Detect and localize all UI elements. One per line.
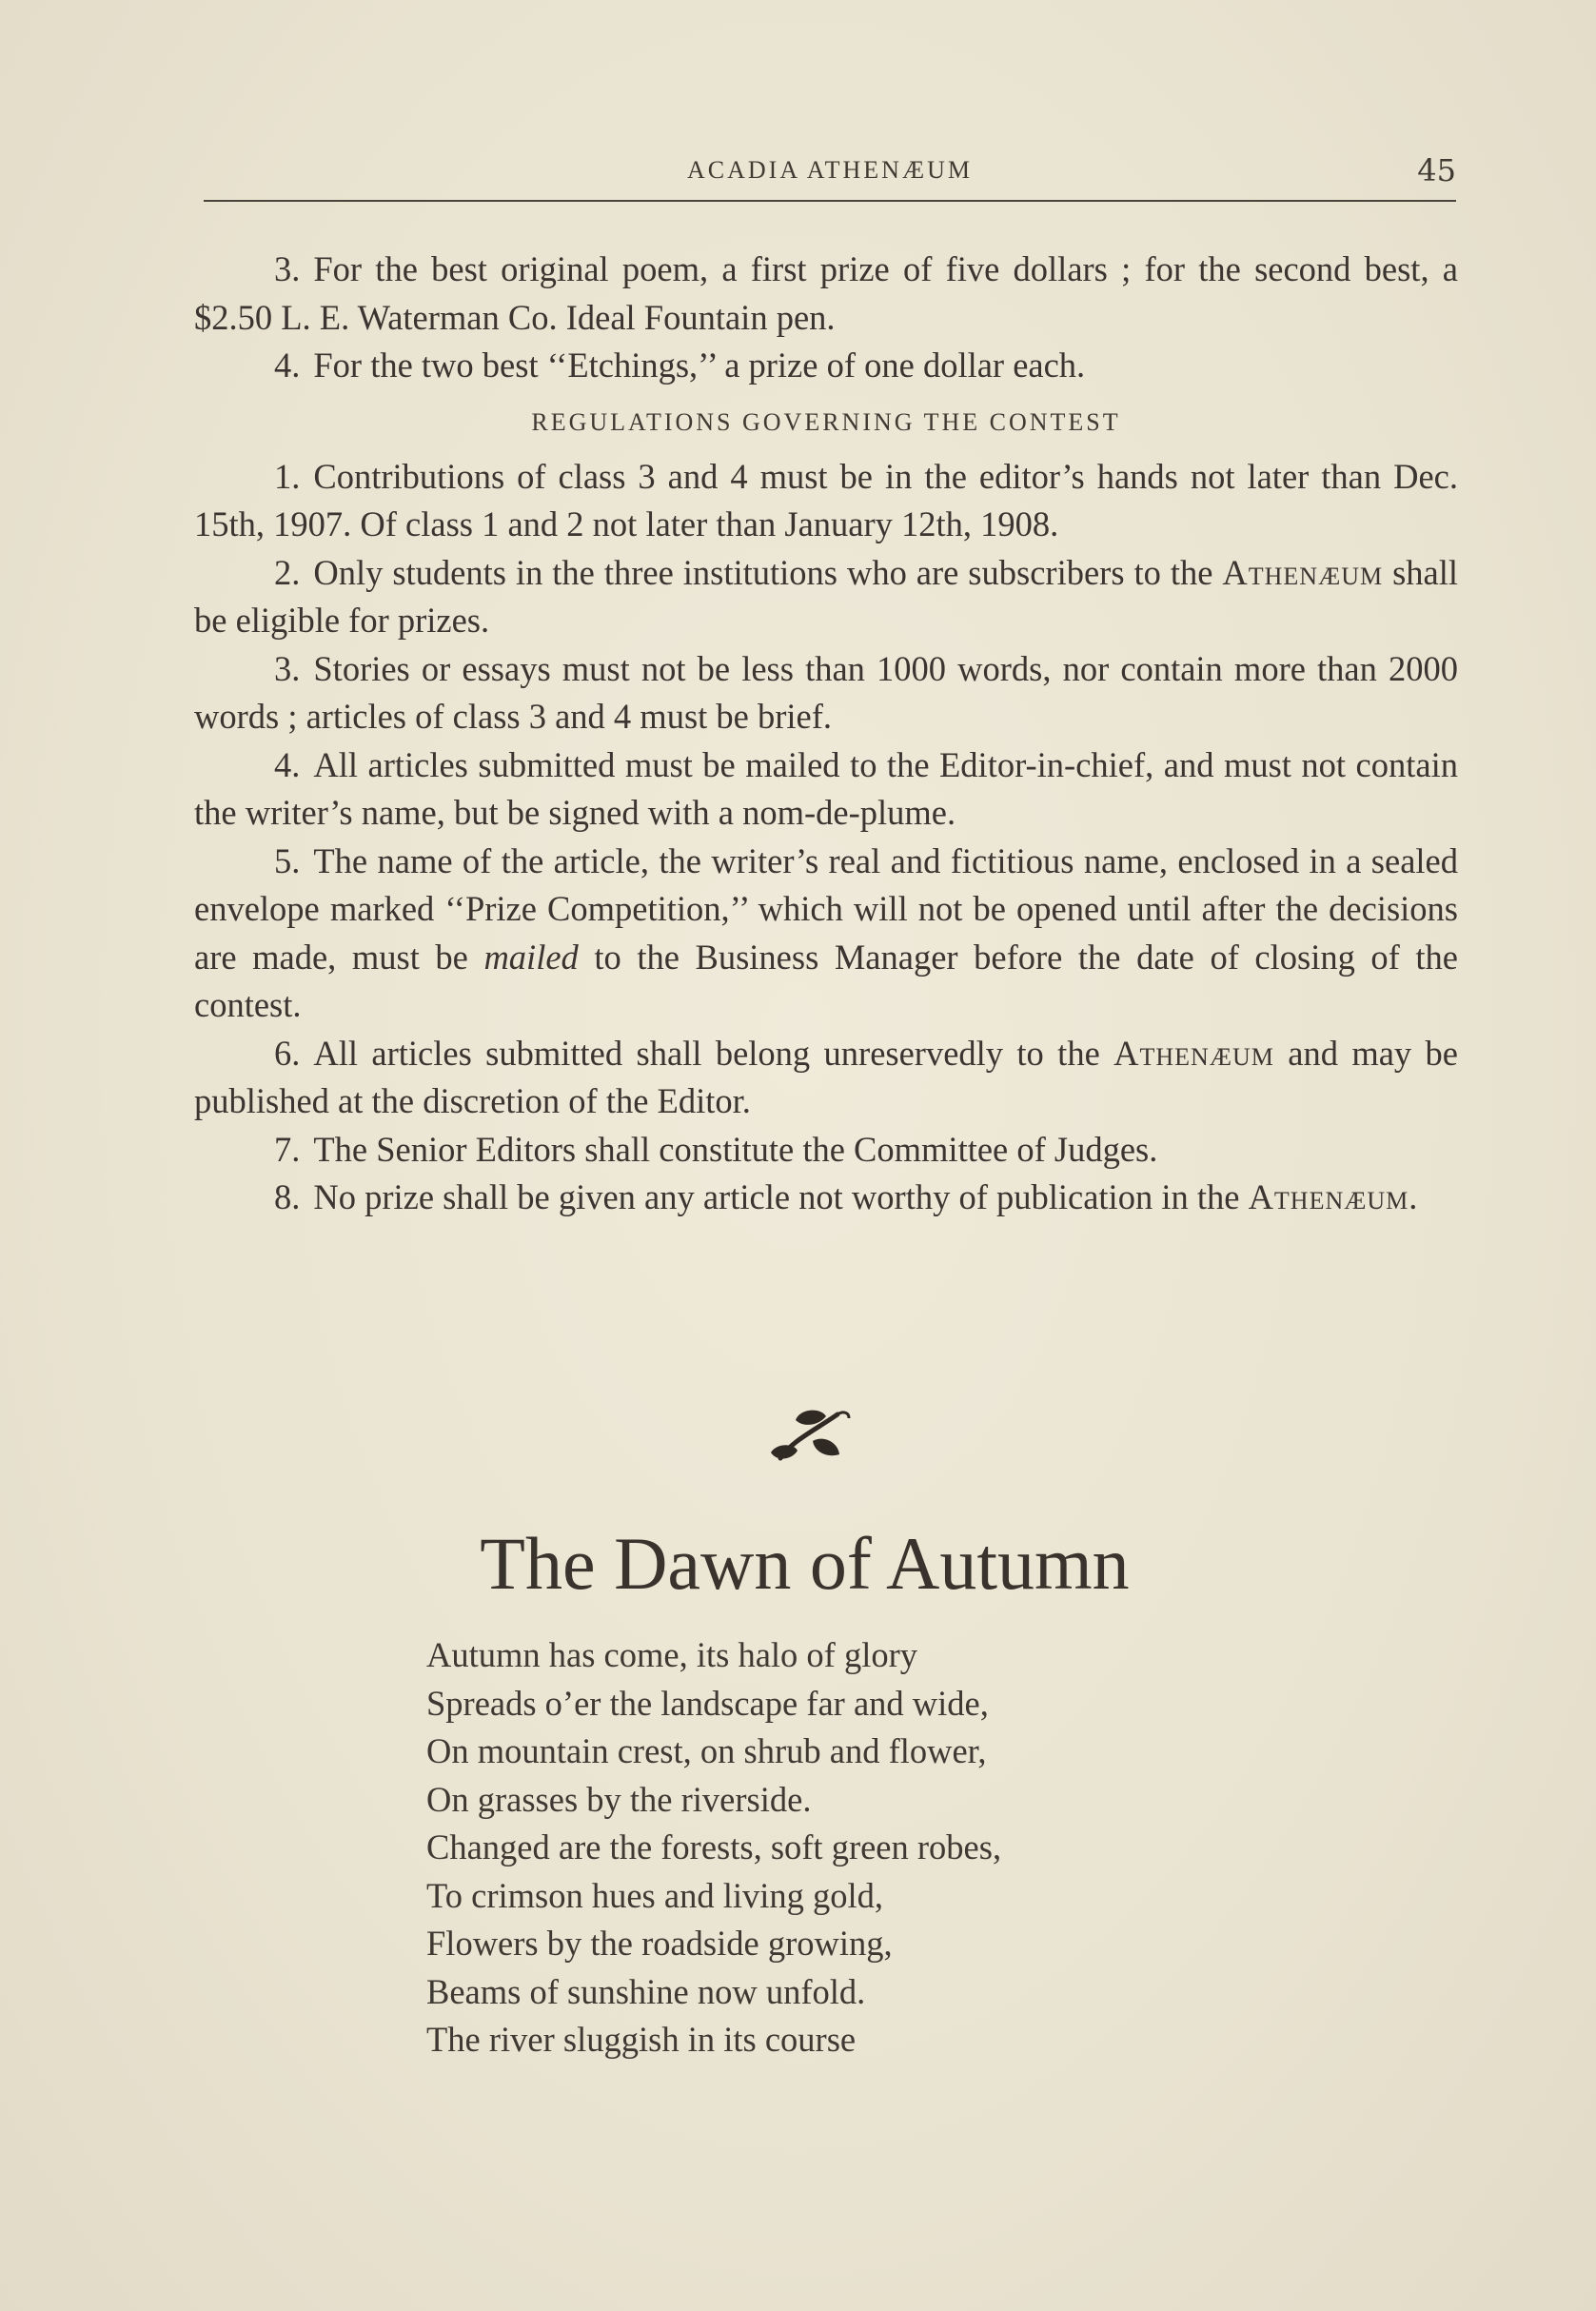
prize-number: 4. [274, 346, 301, 385]
poem-line: To crimson hues and living gold, [426, 1875, 884, 1915]
journal-name: Athenæum [1248, 1177, 1409, 1216]
article-body [194, 246, 1458, 1222]
regulation-text: to the Business Manager before the date of closing of the contest. [194, 937, 1458, 1024]
poem-line: On mountain crest, on shrub and flower, [426, 1731, 987, 1770]
poem-line: Changed are the forests, soft green robes, [426, 1827, 1002, 1867]
running-head [204, 152, 1456, 200]
header-rule [204, 200, 1456, 202]
regulation-item [194, 1030, 1458, 1126]
regulation-text: The Senior Editors shall constitute the Committee of Judges. [313, 1129, 1158, 1169]
poem-line: Beams of sunshine now unfold. [426, 1971, 866, 2011]
leaf-ornament-icon [767, 1403, 853, 1470]
regulation-number: 7. [274, 1129, 301, 1169]
regulation-text: . [1409, 1177, 1418, 1216]
regulation-text: Only students in the three institutions who are subscribers to the [313, 552, 1223, 592]
regulation-item [194, 549, 1458, 645]
poem-title: The Dawn of Autumn [480, 1522, 1130, 1605]
regulation-text: Stories or essays must not be less than 1000 words, nor contain more than 2000 words ; articles of class 3 and 4 must be brief. [194, 648, 1458, 736]
regulation-number: 6. [274, 1033, 301, 1073]
poem-line: Spreads o’er the landscape far and wide, [426, 1683, 989, 1723]
section-heading: REGULATIONS GOVERNING THE CONTEST [531, 407, 1121, 436]
regulation-item [194, 453, 1458, 549]
poem-line: Autumn has come, its halo of glory [426, 1635, 917, 1674]
regulation-number: 4. [274, 744, 301, 784]
prize-text: For the two best ‘‘Etchings,’’ a prize of one dollar each. [313, 346, 1086, 385]
regulation-number: 3. [274, 648, 301, 688]
regulation-number: 2. [274, 552, 301, 592]
prize-item-4 [194, 342, 1458, 390]
regulation-item [194, 741, 1458, 838]
prize-text: For the best original poem, a first prize of five dollars ; for the second best, a $2.50 L. E. Waterman Co. Ideal Fountain pen. [194, 249, 1458, 337]
poem-line: The river sluggish in its course [426, 2020, 857, 2059]
prize-number: 3. [274, 249, 301, 288]
regulation-text: All articles submitted must be mailed to the Editor-in-chief, and must not contain the writer’s name, but be signed with a nom-de-plume. [194, 744, 1458, 832]
regulation-item [194, 838, 1458, 1030]
regulation-number: 5. [274, 840, 301, 880]
page-number: 45 [1417, 152, 1456, 188]
regulation-text: No prize shall be given any article not worthy of publication in the [313, 1177, 1249, 1216]
regulation-item [194, 645, 1458, 741]
journal-name: Athenæum [1222, 552, 1384, 592]
regulation-text: shall be eligible for prizes. [194, 552, 1459, 640]
regulation-number: 8. [274, 1177, 301, 1216]
running-title: ACADIA ATHENÆUM [687, 156, 973, 184]
journal-name: Athenæum [1113, 1033, 1274, 1073]
regulation-item [194, 1174, 1458, 1222]
poem [426, 1631, 1283, 2064]
regulation-text: Contributions of class 3 and 4 must be in the editor’s hands not later than Dec. 15th, 1907. Of class 1 and 2 not later than January 12th, 1908. [194, 456, 1458, 543]
regulation-text: All articles submitted shall belong unreservedly to the [313, 1033, 1114, 1073]
emphasis: mailed [483, 937, 579, 977]
regulation-text: The name of the article, the writer’s real and fictitious name, enclosed in a sealed envelope marked ‘‘Prize Competition,’’ which will not be opened until after the decisions are made, must be [194, 840, 1458, 977]
regulation-number: 1. [274, 456, 301, 496]
regulation-text: and may be published at the discretion of the Editor. [194, 1033, 1458, 1120]
prize-item-3 [194, 246, 1458, 342]
poem-line: On grasses by the riverside. [426, 1779, 812, 1819]
regulation-item [194, 1126, 1458, 1175]
poem-line: Flowers by the roadside growing, [426, 1924, 893, 1963]
